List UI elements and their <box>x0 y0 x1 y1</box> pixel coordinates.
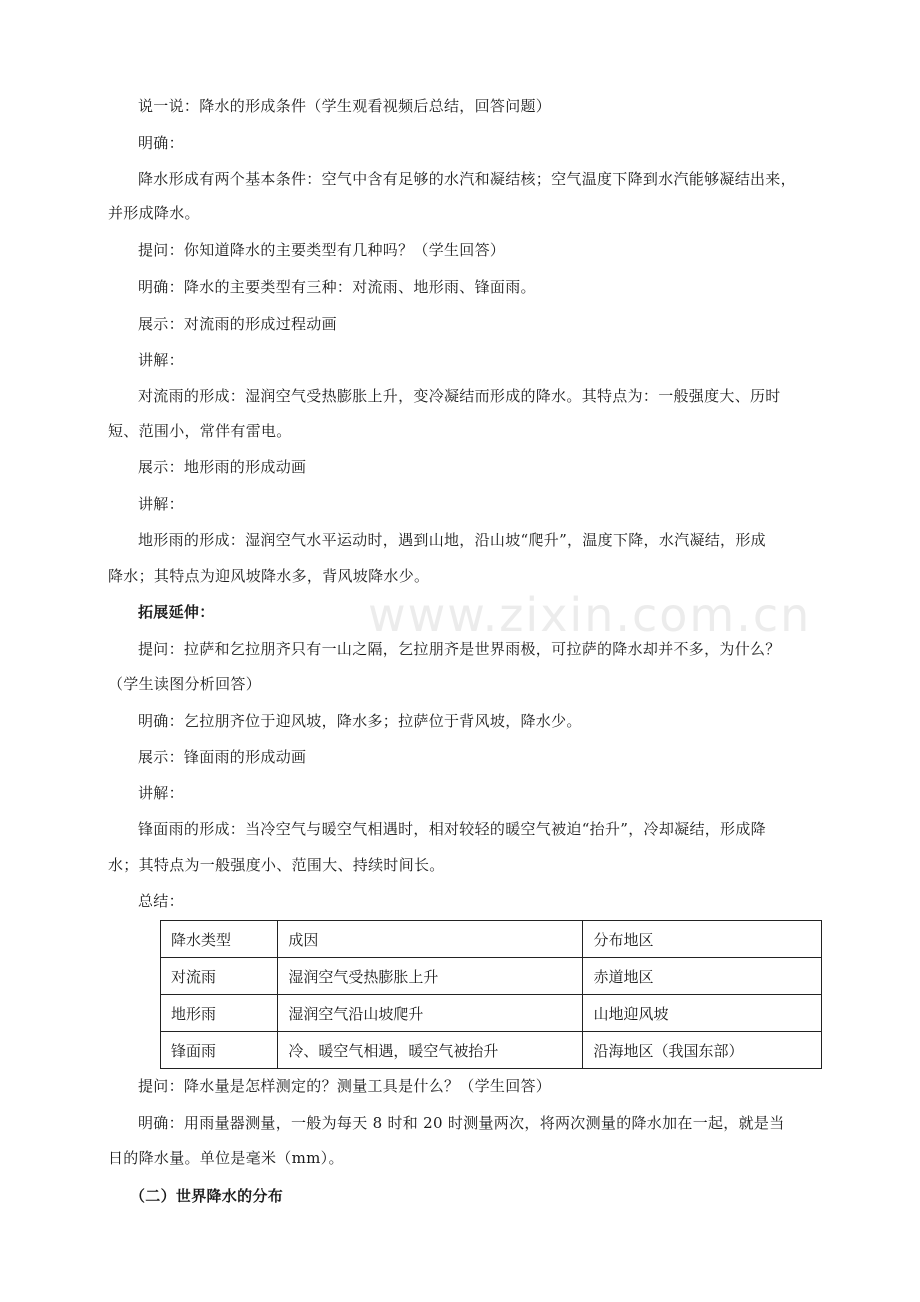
table-cell: 地形雨 <box>161 995 278 1032</box>
paragraph-frontal-cont: 水；其特点为一般强度小、范围大、持续时间长。 <box>108 856 445 874</box>
table-cell: 湿润空气受热膨胀上升 <box>278 958 583 995</box>
table-header-row <box>161 921 822 958</box>
paragraph-clarify-lhasa: 明确：乞拉朋齐位于迎风坡，降水多；拉萨位于背风坡，降水少。 <box>138 712 582 730</box>
paragraph-convection-cont: 短、范围小，常伴有雷电。 <box>108 422 292 440</box>
table-cell: 湿润空气沿山坡爬升 <box>278 995 583 1032</box>
paragraph-discuss: 说一说：降水的形成条件（学生观看视频后总结，回答问题） <box>138 97 552 115</box>
paragraph-show-orographic: 展示：地形雨的形成动画 <box>138 458 307 476</box>
paragraph-orographic-cont: 降水；其特点为迎风坡降水多，背风坡降水少。 <box>108 567 430 585</box>
table-row <box>161 1032 822 1069</box>
table-row <box>161 958 822 995</box>
summary-table <box>160 920 822 1069</box>
paragraph-show-frontal: 展示：锋面雨的形成动画 <box>138 748 307 766</box>
paragraph-orographic: 地形雨的形成：湿润空气水平运动时，遇到山地，沿山坡“爬升”，温度下降，水汽凝结，形成 <box>138 531 766 549</box>
table-cell: 锋面雨 <box>161 1032 278 1069</box>
table-cell: 冷、暖空气相遇，暖空气被抬升 <box>278 1032 583 1069</box>
paragraph-clarify-measure: 明确：用雨量器测量，一般为每天 8 时和 20 时测量两次，将两次测量的降水加在一起，就是当 <box>138 1114 785 1132</box>
paragraph-question-types: 提问：你知道降水的主要类型有几种吗？（学生回答） <box>138 241 506 259</box>
paragraph-question-lhasa-cont: （学生读图分析回答） <box>108 675 262 693</box>
paragraph-conditions-cont: 并形成降水。 <box>108 204 200 222</box>
paragraph-explain-label: 讲解： <box>138 351 184 369</box>
paragraph-explain-label: 讲解： <box>138 784 184 802</box>
paragraph-frontal: 锋面雨的形成：当冷空气与暖空气相遇时，相对较轻的暖空气被迫“抬升”，冷却凝结，形成降 <box>138 820 766 838</box>
table-header-cell: 降水类型 <box>161 921 278 958</box>
table-cell: 对流雨 <box>161 958 278 995</box>
watermark: www.zixin.com.cn <box>368 588 812 642</box>
table-cell: 沿海地区（我国东部） <box>583 1032 822 1069</box>
section-heading-world-distribution: （二）世界降水的分布 <box>130 1187 284 1205</box>
paragraph-clarify-types: 明确：降水的主要类型有三种：对流雨、地形雨、锋面雨。 <box>138 278 536 296</box>
paragraph-clarify-measure-cont: 日的降水量。单位是毫米（mm）。 <box>108 1149 344 1167</box>
table-cell: 山地迎风坡 <box>583 995 822 1032</box>
paragraph-convection: 对流雨的形成：湿润空气受热膨胀上升，变冷凝结而形成的降水。其特点为：一般强度大、历时 <box>138 387 781 405</box>
paragraph-explain-label: 讲解： <box>138 495 184 513</box>
section-extension-heading: 拓展延伸： <box>138 603 215 621</box>
table-cell: 赤道地区 <box>583 958 822 995</box>
table-header-cell: 分布地区 <box>583 921 822 958</box>
table-header-cell: 成因 <box>278 921 583 958</box>
paragraph-show-convection: 展示：对流雨的形成过程动画 <box>138 315 337 333</box>
paragraph-question-lhasa: 提问：拉萨和乞拉朋齐只有一山之隔，乞拉朋齐是世界雨极，可拉萨的降水却并不多，为什么？ <box>138 640 781 658</box>
table-row <box>161 995 822 1032</box>
paragraph-summary-label: 总结： <box>138 892 184 910</box>
paragraph-clarify-label: 明确： <box>138 134 184 152</box>
paragraph-question-measure: 提问：降水量是怎样测定的？测量工具是什么？（学生回答） <box>138 1077 552 1095</box>
paragraph-conditions: 降水形成有两个基本条件：空气中含有足够的水汽和凝结核；空气温度下降到水汽能够凝结出来， <box>138 170 796 188</box>
